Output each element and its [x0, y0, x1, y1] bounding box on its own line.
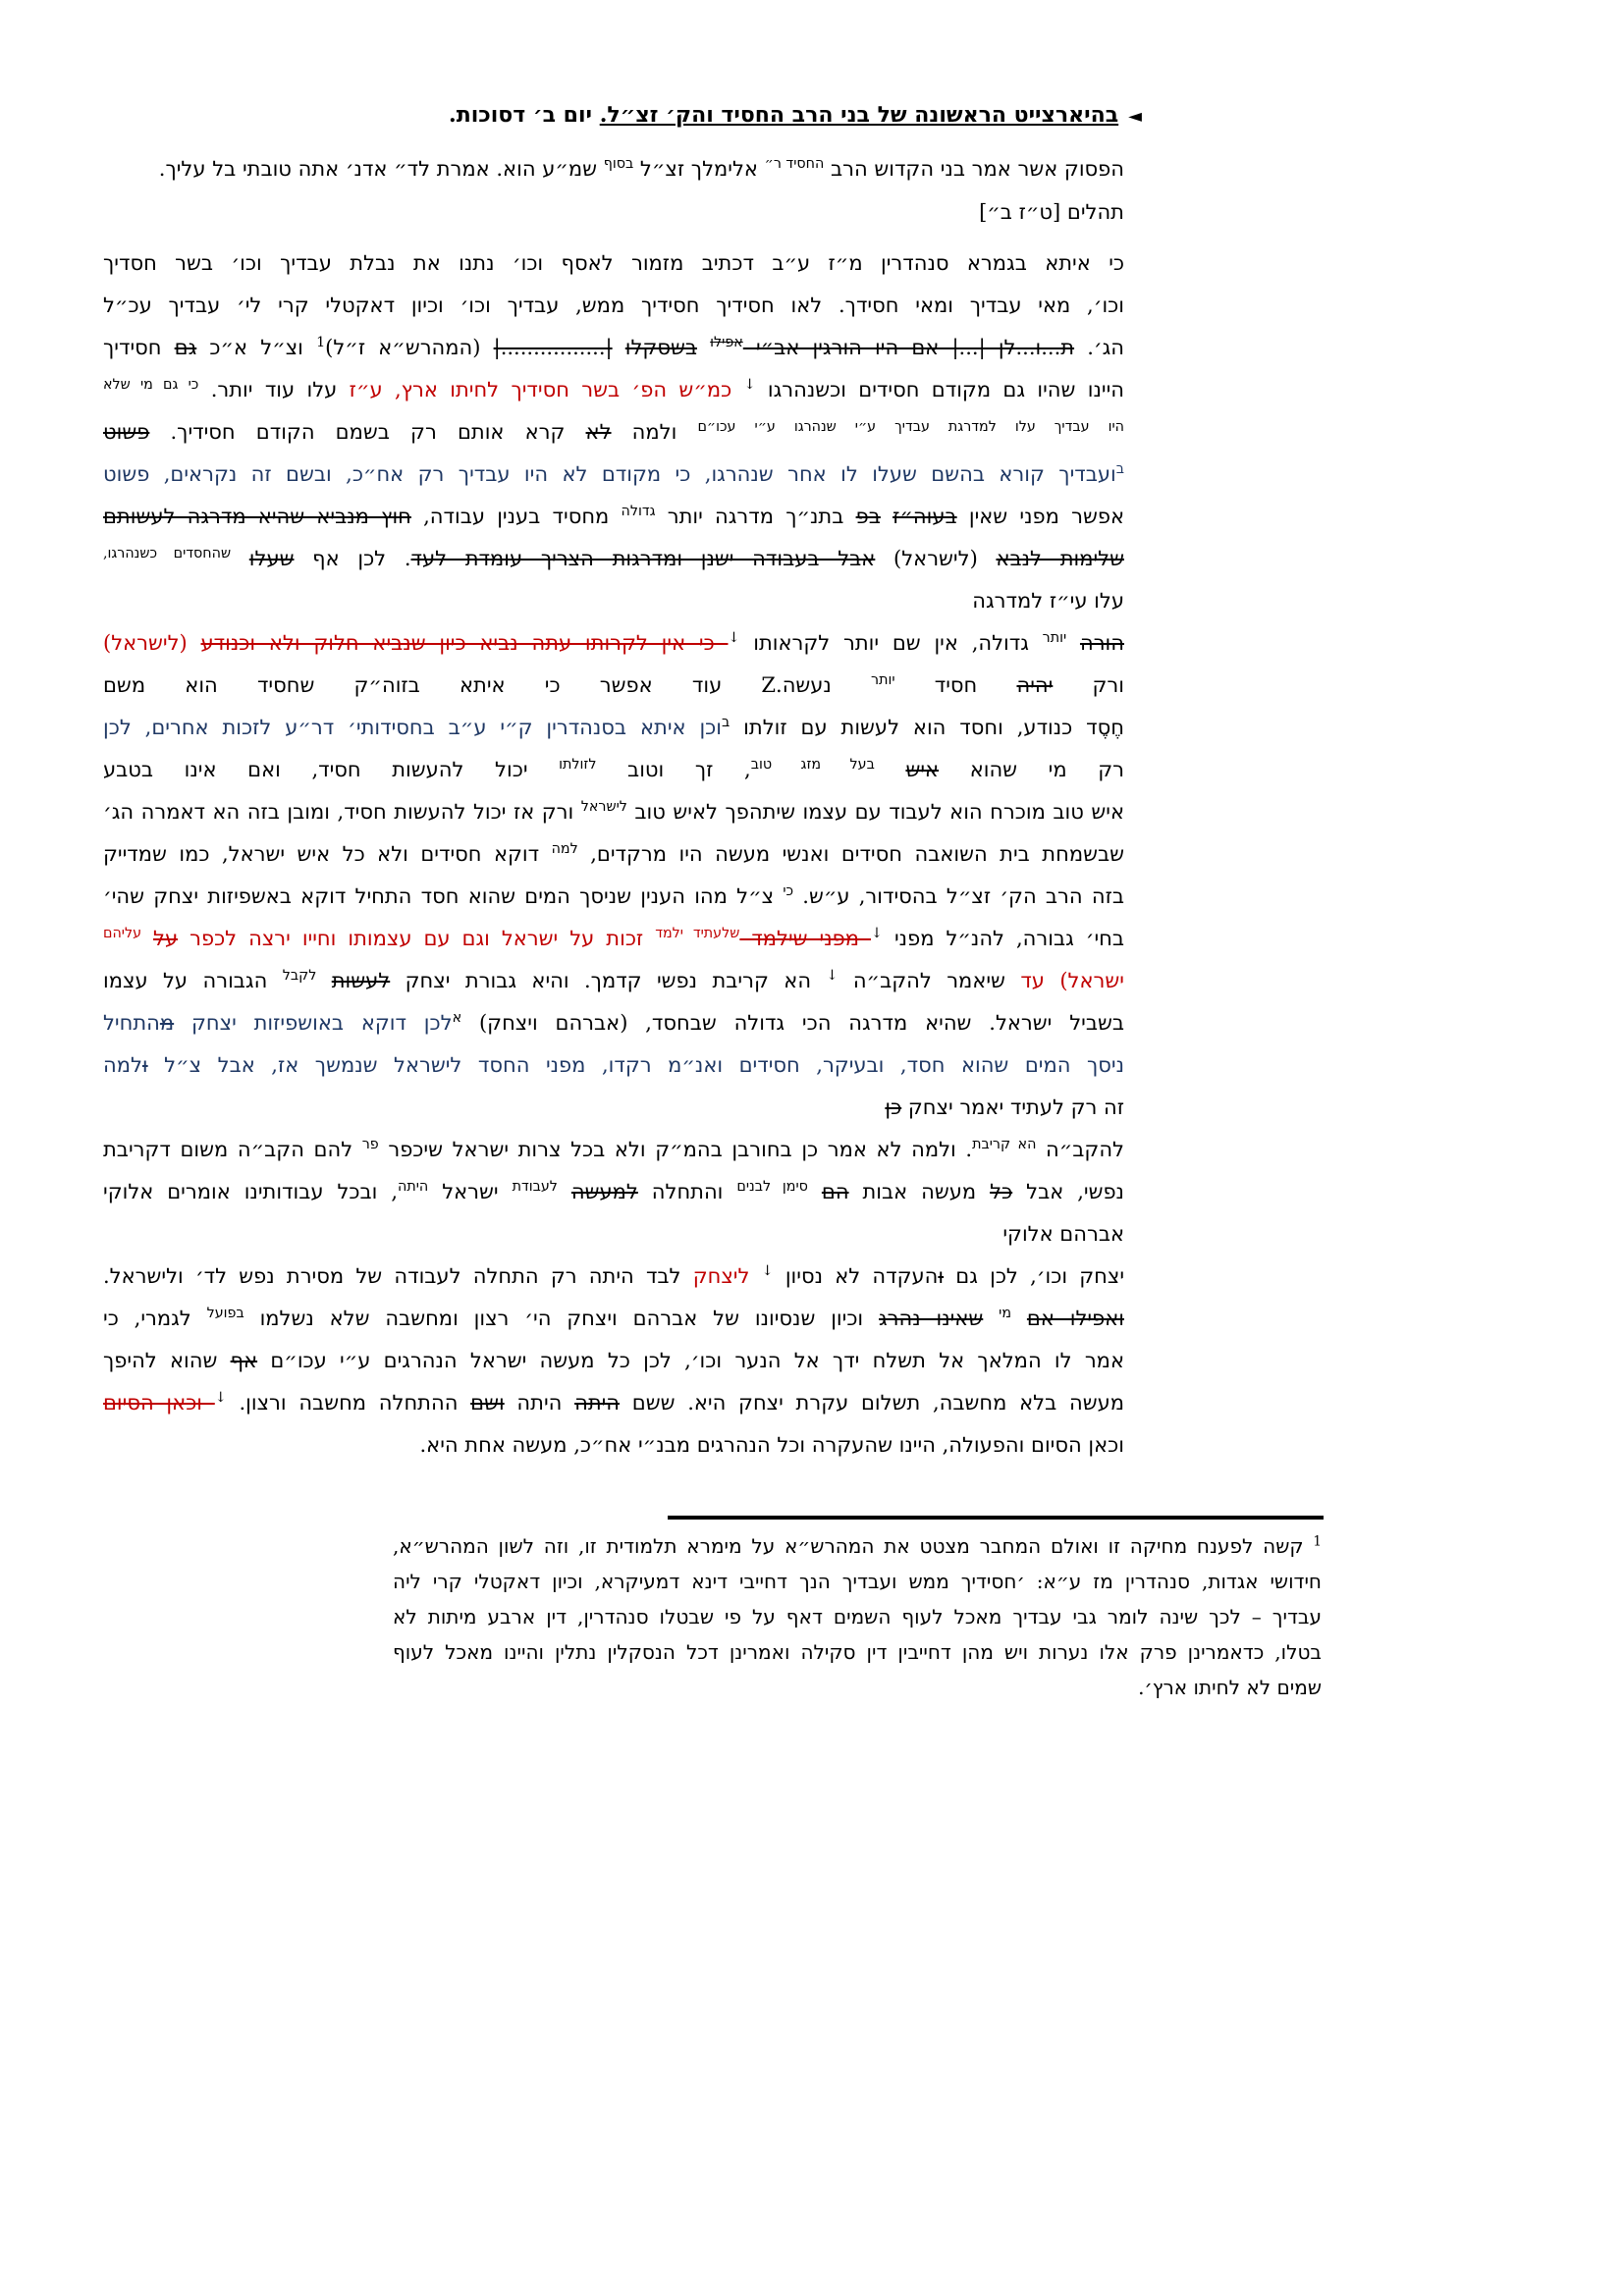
- text-line: [103, 454, 1124, 496]
- text-segment: פר: [361, 1137, 379, 1152]
- text-segment: . לכן אף: [294, 547, 411, 570]
- text-segment: ב: [722, 715, 730, 730]
- text-segment: [881, 505, 893, 528]
- text-segment: אבל בעבודה ישנן ומדרגות הצריך עומדת לעד: [410, 547, 876, 570]
- text-segment: , זך וטוב: [596, 758, 751, 781]
- text-line: [103, 327, 1124, 369]
- text-segment: בסוף: [603, 156, 634, 172]
- text-line: [103, 538, 1124, 580]
- text-segment: להקב״ה: [1036, 1138, 1124, 1161]
- text-segment: מעשה אבות: [848, 1180, 991, 1203]
- text-segment: [875, 758, 906, 781]
- text-segment: הפסוק אשר אמר בני הקדוש הרב: [824, 157, 1124, 181]
- text-line: [103, 242, 1124, 285]
- text-segment: קרא אותם רק בשמם הקודם חסידיך.: [149, 420, 586, 444]
- text-segment: ושם: [470, 1391, 505, 1415]
- text-segment: יכול להעשות חסיד, ואם אינו בטבע: [103, 758, 560, 781]
- text-segment: וכן איתא בסנהדרין ק״י ע״ב בחסידותי׳ דר״ע לזכות אחרים, לכן: [103, 716, 723, 739]
- insertion-arrow-icon: ↓: [761, 1263, 774, 1279]
- text-line: [103, 1171, 1124, 1213]
- text-segment: אף: [230, 1349, 258, 1372]
- text-segment: הגבורה על עצמו: [103, 969, 283, 992]
- text-segment: היו עבדיך עלו למדרגת עבדיך ע״י שנהרגו ע״י עכו״ם: [697, 419, 1124, 435]
- text-segment: הורה: [1079, 631, 1124, 655]
- text-segment: זה רק לעתיד יאמר יצחק: [901, 1095, 1124, 1119]
- text-segment: הג׳.: [1074, 336, 1125, 359]
- text-segment: לבד היתה רק התחלה לעבודה של מסירת נפש לד׳ ולישראל.: [103, 1264, 693, 1288]
- text-segment: [1066, 631, 1080, 655]
- text-segment: יהיה: [1016, 673, 1054, 697]
- text-line: [103, 1340, 1124, 1382]
- text-line: [103, 1382, 1124, 1424]
- text-line: [103, 496, 1124, 538]
- text-segment: שהחסדים כשנהרגו,: [103, 546, 232, 561]
- text-segment: שבשמחת בית השואבה חסידים ואנשי מעשה היו מרקדים,: [577, 842, 1124, 866]
- text-segment: נפשי, אבל: [1012, 1180, 1124, 1203]
- text-segment: אפילו: [710, 335, 743, 350]
- text-segment: החסיד ר״: [764, 156, 825, 172]
- text-segment: כמ״ש הפ׳ בשר חסידיך לחיתו ארץ, ע״ז: [349, 378, 744, 401]
- text-segment: כי אין לקרותו עתה נביא כיון שנביא חלוק ולא וכנודע: [200, 631, 729, 655]
- text-segment: ורק: [1053, 673, 1124, 697]
- text-segment: ישראל: [428, 1180, 513, 1203]
- text-segment: רק מי שהוא: [939, 758, 1124, 781]
- text-segment: וכאן הסיום והפעולה, היינו שהעקרה וכל הנהרגים מבנ״י אח״כ, מעשה אחת היא.: [419, 1433, 1124, 1457]
- text-segment: עליהם: [103, 926, 142, 941]
- text-segment: ב: [1115, 461, 1124, 477]
- text-segment: אמר לו המלאך אל תשלח ידך אל הנער וכו׳, לכן כל מעשה ישראל הנהרגים ע״י עכו״ם: [257, 1349, 1124, 1372]
- text-segment: כל: [990, 1180, 1013, 1203]
- text-segment: [697, 336, 710, 359]
- text-segment: יותר: [871, 672, 895, 688]
- text-segment: מפני שילמד: [739, 927, 872, 950]
- text-segment: איש: [905, 758, 940, 781]
- text-segment: עבדיך – לכך שינה לומר גבי עבדיך מאכל לעוף השמים דאף על פי שבטלו סנהדרין, דין ארבע מיתות לא: [393, 1605, 1322, 1629]
- text-line: [103, 960, 1124, 1002]
- text-segment: בטלו, כדאמרינן פרק אלו נערות ויש מהן דחייבין דין סקילה ואמרינן דכל הנסקלין נתלין והיינו מאכל לעוף: [393, 1640, 1322, 1664]
- text-segment: כי גם מי שלא: [103, 377, 199, 393]
- text-line: [393, 1670, 1322, 1705]
- intro-paragraph: [103, 147, 1124, 234]
- text-segment: לעבודת: [512, 1179, 558, 1195]
- text-segment: בעל מזג טוב: [750, 757, 875, 773]
- text-segment: אברהם אלוקי: [1002, 1222, 1124, 1246]
- text-segment: קשה לפענח מחיקה זו ואולם המחבר מצטט את המהרש״א על מימרא תלמודית זו, וזה לשון המהרש״א,: [393, 1534, 1314, 1558]
- text-segment: הם: [821, 1180, 849, 1203]
- text-segment: מ: [159, 1011, 175, 1035]
- text-line: [103, 791, 1124, 833]
- text-segment: לזולתו: [559, 757, 597, 773]
- text-line: [103, 1298, 1124, 1340]
- text-segment: (המהרש״א ז״ל): [325, 336, 494, 359]
- text-segment: ההתחלה מחשבה ורצון.: [226, 1391, 471, 1415]
- text-line: [103, 622, 1124, 665]
- text-segment: בזה הרב הק׳ זצ״ל בהסידור, ע״ש.: [793, 884, 1124, 908]
- text-segment: לישראל: [580, 799, 627, 815]
- text-segment: כי איתא בגמרא סנהדרין מ״ז ע״ב דכתיב מזמור לאסף וכו׳ נתנו את נבלת עבדיך וכו׳ בשר חסדיך: [103, 251, 1124, 275]
- text-segment: [141, 927, 153, 950]
- text-segment: בפועל: [206, 1306, 244, 1321]
- text-segment: וכאן הסיום: [103, 1391, 215, 1415]
- text-segment: חידושי אגדות, סנהדרין מז ע״א: ׳חסידיך ממש ועבדיך הנך דחייבי דינא דמעיקרא, וכיון דאקטלי קרי ליה: [393, 1570, 1322, 1593]
- text-segment: חסיד: [894, 673, 1017, 697]
- text-segment: שיאמר להקב״ה: [838, 969, 1021, 992]
- text-segment: [613, 336, 625, 359]
- text-segment: גם: [174, 336, 197, 359]
- text-segment: שעלו: [248, 547, 295, 570]
- body-text: [103, 242, 1124, 1467]
- text-segment: [316, 969, 331, 992]
- text-segment: שמים לא לחיתו ארץ׳.: [1138, 1676, 1322, 1699]
- text-segment: דוקא חסידים ולא כל איש ישראל, כמו שמדייק: [103, 842, 552, 866]
- text-line: [393, 1599, 1322, 1634]
- text-segment: ורק אז יכול להעשות חסיד, ומובן בזה הא דאמרה הג׳: [103, 800, 581, 824]
- text-line: [393, 1634, 1322, 1670]
- insertion-arrow-icon: ↓: [871, 926, 883, 941]
- text-segment: היינו שהיו גם מקודם חסידים וכשנהרגו: [755, 378, 1124, 401]
- text-segment: זכות על ישראל וגם עם עצמותו וחייו ירצה לכפר: [178, 927, 656, 950]
- text-segment: וכיון שנסיונו של אברהם ויצחק הי׳ רצון ומחשבה שלא נשלמו: [243, 1307, 880, 1330]
- text-segment: ו: [141, 1053, 148, 1077]
- text-line: [103, 190, 1124, 234]
- text-segment: בתנ״ך מדרגה יותר: [655, 505, 856, 528]
- text-segment: כן: [885, 1095, 902, 1119]
- text-segment: הא קריבת: [972, 1137, 1037, 1152]
- text-segment: א: [452, 1010, 462, 1026]
- insertion-arrow-icon: ↓: [826, 968, 839, 984]
- text-segment: העקדה לא נסיון: [773, 1264, 939, 1288]
- text-segment: בחי׳ גבורה, להנ״ל מפני: [882, 927, 1125, 950]
- text-segment: לכן דוקא באושפיזות יצחק: [174, 1011, 453, 1035]
- text-segment: חֶסֶד כנודע, וחסד הוא לעשות עם זולתו: [730, 716, 1124, 739]
- text-segment: שהוא להיפך: [103, 1349, 231, 1372]
- text-line: [103, 707, 1124, 749]
- text-segment: [231, 547, 249, 570]
- text-line: [103, 369, 1124, 411]
- text-segment: , ובכל עבודותינו אומרים אלוקי: [103, 1180, 399, 1203]
- footnote-text: [393, 1528, 1322, 1705]
- text-segment: (לישראל): [103, 631, 201, 655]
- text-segment: עלו עוד יותר.: [198, 378, 350, 401]
- text-segment: בשביל ישראל. שהיא מדרגה הכי גדולה שבחסד, (אברהם ויצחק): [461, 1011, 1124, 1035]
- text-segment: יצחק וכו׳, לכן גם: [944, 1264, 1125, 1288]
- text-segment: היתה: [574, 1391, 621, 1415]
- text-segment: [558, 1180, 571, 1203]
- text-segment: [808, 1180, 822, 1203]
- text-segment: לגמרי, כי: [103, 1307, 207, 1330]
- document-title: [103, 102, 1142, 128]
- text-line: [103, 1213, 1124, 1255]
- text-segment: היתה: [398, 1179, 429, 1195]
- text-segment: כי: [783, 883, 794, 899]
- text-line: [393, 1528, 1322, 1564]
- text-segment: גדולה: [621, 504, 656, 519]
- text-segment: ת...ו...לן |...| אם היו הורגין אב״י: [742, 336, 1075, 359]
- insertion-arrow-icon: ↓: [214, 1390, 227, 1406]
- text-segment: מחסיד בענין עבודה,: [410, 505, 622, 528]
- text-segment: 1: [316, 335, 326, 350]
- text-line: [103, 147, 1124, 190]
- title-underlined-text: בהיארצייט הראשונה של בני הרב החסיד והק׳ זצ״ל.: [599, 102, 1119, 128]
- text-segment: ישראל) עד: [1020, 969, 1124, 992]
- text-segment: ועבדיך קורא בהשם שעלו לו אחר שנהרגו, כי מקודם לא היו עבדיך רק אח״כ, ובשם זה נקראים, פשוט: [103, 462, 1116, 486]
- text-segment: . ולמה לא אמר כן בחורבן בהמ״ק ולא בכל צרות ישראל שיכפר: [378, 1138, 973, 1161]
- text-segment: תהלים [ט״ז ב״]: [979, 200, 1124, 224]
- text-segment: שמ״ע הוא. אמרת לד״ אדנ׳ אתה טובתי בל עליך.: [158, 157, 604, 181]
- text-segment: [1011, 1307, 1027, 1330]
- text-line: [103, 833, 1124, 876]
- text-segment: חסידיך: [103, 336, 175, 359]
- text-line: [393, 1564, 1322, 1599]
- text-segment: ניסך המים שהוא חסד, ובעיקר, חסידים ואנ״מ רקדו, מפני החסד לישראל שנמשך אז, אבל צ״ל: [147, 1053, 1124, 1077]
- text-line: [103, 876, 1124, 918]
- text-line: [103, 1424, 1124, 1467]
- text-segment: אלימלך זצ״ל: [633, 157, 765, 181]
- text-segment: מעשה בלא מחשבה, תשלום עקרת יצחק היא. ששם: [620, 1391, 1124, 1415]
- text-line: [103, 749, 1124, 791]
- text-line: [103, 1087, 1124, 1129]
- title-rest-text: יום ב׳ דסוכות.: [449, 102, 600, 128]
- text-segment: לעשות: [331, 969, 391, 992]
- text-segment: [983, 1307, 999, 1330]
- text-line: [103, 918, 1124, 960]
- text-segment: סימן לבנים: [736, 1179, 808, 1195]
- text-segment: וצ״ל א״כ: [196, 336, 317, 359]
- text-segment: בפ: [855, 505, 881, 528]
- text-segment: בעוה״ז: [893, 505, 957, 528]
- text-segment: להם הקב״ה משום דקריבת: [103, 1138, 362, 1161]
- text-segment: חוץ מנביא שהיא מדרגה לעשותם: [103, 505, 411, 528]
- paragraph-marker-icon: ◄: [1128, 106, 1142, 127]
- text-segment: גדולה, אין שם יותר לקראותו: [739, 631, 1043, 655]
- text-segment: למה: [551, 841, 578, 857]
- text-segment: וכו׳, מאי עבדיך ומאי חסידך. לאו חסידיך חסידיך ממש, עבדיך וכו׳ וכיון דאקטלי קרי לי׳ עבדיך עכ״ל: [103, 294, 1124, 317]
- text-line: [103, 411, 1124, 454]
- text-segment: 1: [1313, 1533, 1322, 1550]
- text-segment: איש טוב מוכרח הוא לעבוד עם עצמו שיתהפך לאיש טוב: [626, 800, 1124, 824]
- insertion-arrow-icon: ↓: [728, 630, 740, 646]
- text-line: [103, 285, 1124, 327]
- text-segment: ליצחק: [692, 1264, 762, 1288]
- text-segment: לא: [585, 420, 612, 444]
- text-segment: שלימות לנבא: [996, 547, 1124, 570]
- text-segment: הא קריבת נפשי קדמך. והיא גבורת יצחק: [390, 969, 827, 992]
- text-segment: התחיל: [103, 1011, 160, 1035]
- text-segment: עלו עי״ז למדרגה: [972, 589, 1124, 613]
- text-segment: ואפילו אם: [1026, 1307, 1124, 1330]
- text-segment: על: [153, 927, 179, 950]
- text-line: [103, 1002, 1124, 1044]
- text-segment: יותר: [1042, 630, 1067, 646]
- text-segment: למעשה: [570, 1180, 638, 1203]
- text-line: [103, 1129, 1124, 1171]
- text-segment: שלעתיד ילמד: [655, 926, 740, 941]
- text-segment: היתה: [504, 1391, 575, 1415]
- text-segment: פשוט: [103, 420, 150, 444]
- text-segment: ו: [938, 1264, 945, 1288]
- text-segment: (לישראל): [875, 547, 997, 570]
- text-segment: שאינו נהרג: [879, 1307, 984, 1330]
- text-segment: צ״ל מהו הענין שניסך המים שהוא חסד התחיל דוקא באשפיזות יצחק שהי׳: [103, 884, 784, 908]
- text-segment: למה: [103, 1053, 142, 1077]
- text-segment: לקבל: [282, 968, 317, 984]
- text-line: [103, 1044, 1124, 1087]
- text-segment: אפשר מפני שאין: [956, 505, 1124, 528]
- footnote-separator: [668, 1516, 1324, 1520]
- text-line: [103, 580, 1124, 622]
- text-segment: ולמה: [611, 420, 698, 444]
- text-segment: בשסקלו: [624, 336, 697, 359]
- text-segment: מי: [999, 1306, 1012, 1321]
- text-line: [103, 1255, 1124, 1298]
- text-line: [103, 665, 1124, 707]
- insertion-arrow-icon: ↓: [743, 377, 756, 393]
- text-segment: |................|: [493, 336, 613, 359]
- text-segment: והתחלה: [637, 1180, 737, 1203]
- text-segment: נעשה.Z עוד אפשר כי איתא בזוה״ק שחסיד הוא משם: [103, 673, 872, 697]
